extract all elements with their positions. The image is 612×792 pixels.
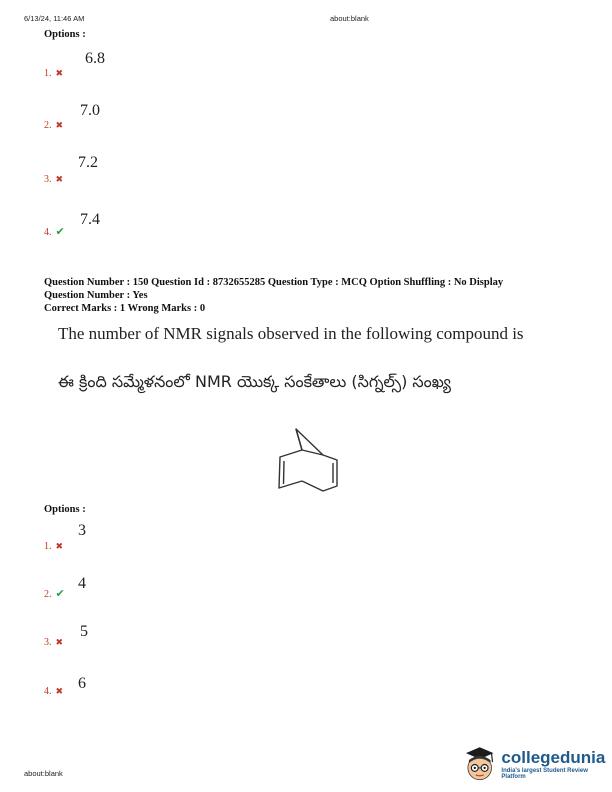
options-label: Options : bbox=[44, 29, 86, 40]
question-meta-line: Correct Marks : 1 Wrong Marks : 0 bbox=[44, 303, 206, 314]
question-meta-line: Question Number : Yes bbox=[44, 290, 148, 301]
option-number: 4. ✔ bbox=[44, 226, 65, 238]
collegedunia-logo bbox=[462, 744, 612, 784]
option-number: 1. ✖ bbox=[44, 541, 64, 552]
correct-check-icon: ✔ bbox=[55, 588, 65, 600]
print-datetime: 6/13/24, 11:46 AM bbox=[24, 14, 85, 23]
logo-name: collegedunia bbox=[501, 748, 606, 767]
print-url: about:blank bbox=[330, 14, 369, 23]
option-value: 3 bbox=[78, 522, 86, 539]
wrong-mark-icon: ✖ bbox=[55, 686, 64, 696]
footer-url: about:blank bbox=[24, 769, 63, 778]
option-number: 1. ✖ bbox=[44, 68, 64, 79]
options-label: Options : bbox=[44, 504, 86, 515]
question-meta-line: Question Number : 150 Question Id : 8732655285 Question Type : MCQ Option Shuffling : No Display bbox=[44, 277, 504, 288]
option-number: 2. ✖ bbox=[44, 120, 64, 131]
question-text-english: The number of NMR signals observed in the following compound is bbox=[58, 324, 524, 343]
option-number: 3. ✖ bbox=[44, 637, 64, 648]
option-number: 4. ✖ bbox=[44, 686, 64, 697]
wrong-mark-icon: ✖ bbox=[55, 637, 64, 647]
option-number: 3. ✖ bbox=[44, 174, 64, 185]
wrong-mark-icon: ✖ bbox=[55, 68, 64, 78]
option-value: 7.4 bbox=[80, 211, 100, 228]
option-value: 7.0 bbox=[80, 102, 100, 119]
wrong-mark-icon: ✖ bbox=[55, 174, 64, 184]
wrong-mark-icon: ✖ bbox=[55, 541, 64, 551]
option-value: 6 bbox=[78, 675, 86, 692]
mascot-icon bbox=[462, 744, 497, 784]
logo-tagline: India's largest Student Review Platform bbox=[501, 768, 588, 780]
wrong-mark-icon: ✖ bbox=[55, 120, 64, 130]
option-value: 4 bbox=[78, 575, 86, 592]
chemical-structure-diagram bbox=[268, 425, 348, 497]
option-number: 2. ✔ bbox=[44, 588, 65, 600]
question-text-telugu: ఈ క్రింది సమ్మేళనంలో NMR యొక్క సంకేతాలు (సిగ్నల్స్) సంఖ్య bbox=[58, 372, 451, 391]
correct-check-icon: ✔ bbox=[55, 226, 65, 238]
option-value: 7.2 bbox=[78, 154, 98, 171]
option-value: 6.8 bbox=[85, 50, 105, 67]
question-meta bbox=[44, 276, 604, 315]
option-value: 5 bbox=[80, 623, 88, 640]
